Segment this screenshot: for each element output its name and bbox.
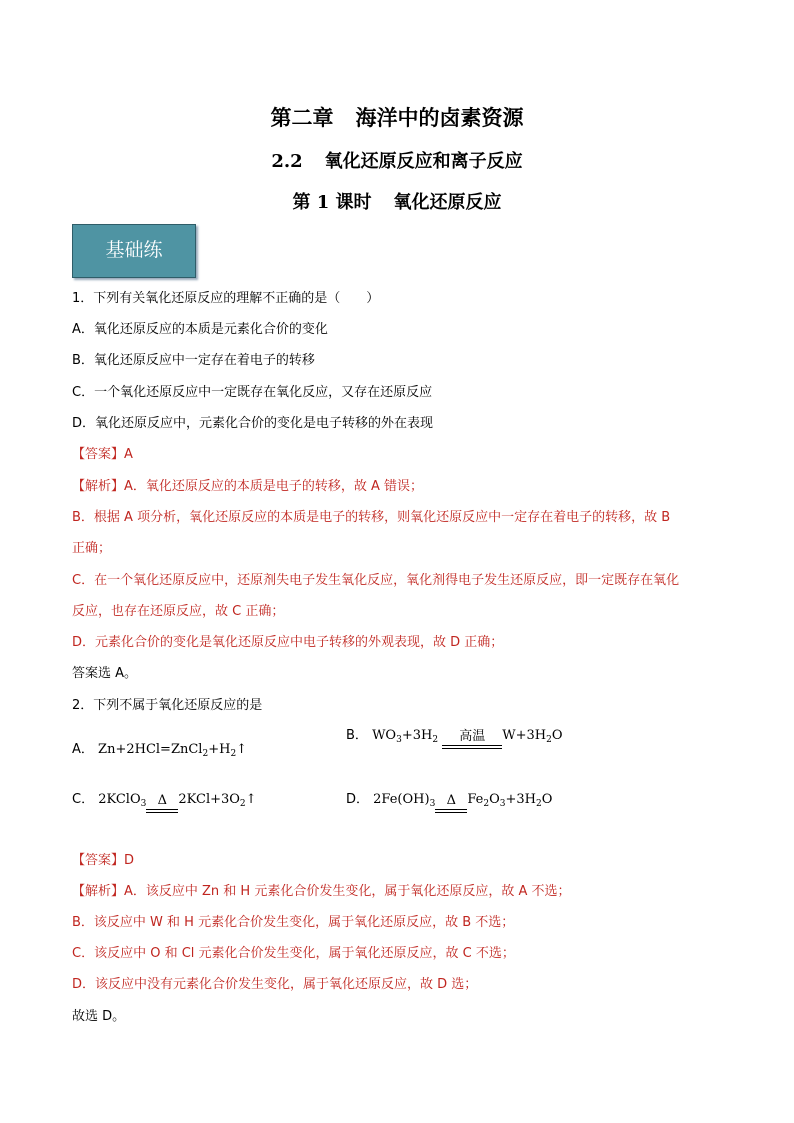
q2-option-c [72,791,257,813]
q1-option-b: B．氧化还原反应中一定存在着电子的转移 [72,353,315,368]
q2-conclusion: 故选 D。 [72,1009,126,1024]
lesson-number: 第 1 课时 [292,192,372,213]
practice-badge: 基础练 [72,224,196,278]
q2-explanation-d: D．该反应中没有元素化合价发生变化，属于氧化还原反应，故 D 选； [72,977,478,992]
q2-option-c-label: C． [72,792,95,807]
section-number: 2.2 [271,151,303,172]
lesson-heading [0,188,794,214]
q1-option-a: A．氧化还原反应的本质是元素化合价的变化 [72,322,328,337]
q2-option-a [72,741,247,763]
q1-explanation-c-cont: 反应，也存在还原反应，故 C 正确； [72,604,285,619]
q1-option-d: D．氧化还原反应中，元素化合价的变化是电子转移的外在表现 [72,416,434,431]
q1-explanation-c: C．在一个氧化还原反应中，还原剂失电子发生氧化反应，氧化剂得电子发生还原反应，即一定既存在氧化 [72,573,680,588]
reaction-condition-d: Δ [435,793,467,813]
q2-option-a-label: A． [72,742,94,757]
q2-equation-a: $Zn+2HCl=ZnCl_2+H_2↑$ [98,742,248,759]
section-heading [0,147,794,173]
q1-option-c: C．一个氧化还原反应中一定既存在氧化反应，又存在还原反应 [72,385,433,400]
lesson-title: 氧化还原反应 [393,192,502,213]
reaction-condition-c: Δ [146,793,178,813]
q2-equation-d: $2Fe(OH)_3$ Δ $Fe_2O_3+3H_2O$ [373,792,552,807]
q2-explanation-b: B．该反应中 W 和 H 元素化合价发生变化，属于氧化还原反应，故 B 不选； [72,915,515,930]
q2-answer: 【答案】D [72,853,135,868]
q1-explanation-b: B．根据 A 项分析，氧化还原反应的本质是电子的转移，则氧化还原反应中一定存在着电子的转移，故 B [72,510,671,525]
q2-explanation-a: 【解析】A．该反应中 Zn 和 H 元素化合价发生变化，属于氧化还原反应，故 A 不选； [72,884,571,899]
q1-explanation-a: 【解析】A．氧化还原反应的本质是电子的转移，故 A 错误； [72,479,424,494]
q2-option-b-label: B． [346,728,368,743]
q1-explanation-b-cont: 正确； [72,541,112,556]
q2-option-d [346,791,552,813]
section-title: 氧化还原反应和离子反应 [324,151,523,172]
q1-conclusion: 答案选 A。 [72,666,138,681]
q2-option-b [346,727,563,749]
q2-equation-c: 2KClO$_3$ Δ $2KCl+3O_2↑$ [98,792,256,807]
q2-option-d-label: D． [346,792,370,807]
q1-explanation-d: D．元素化合价的变化是氧化还原反应中电子转移的外观表现，故 D 正确； [72,635,504,650]
q2-explanation-c: C．该反应中 O 和 Cl 元素化合价发生变化，属于氧化还原反应，故 C 不选； [72,946,515,961]
q2-equation-b: $WO_3+3H_2$ 高温 $W+3H_2O$ [372,728,562,743]
q2-stem: 2．下列不属于氧化还原反应的是 [72,698,263,713]
reaction-condition-b: 高温 [442,729,502,749]
q1-stem: 1．下列有关氧化还原反应的理解不正确的是（ ） [72,291,380,306]
chapter-heading [0,102,794,132]
chapter-title: 海洋中的卤素资源 [355,105,524,130]
chapter-number: 第二章 [270,105,334,130]
q1-answer: 【答案】A [72,447,133,462]
